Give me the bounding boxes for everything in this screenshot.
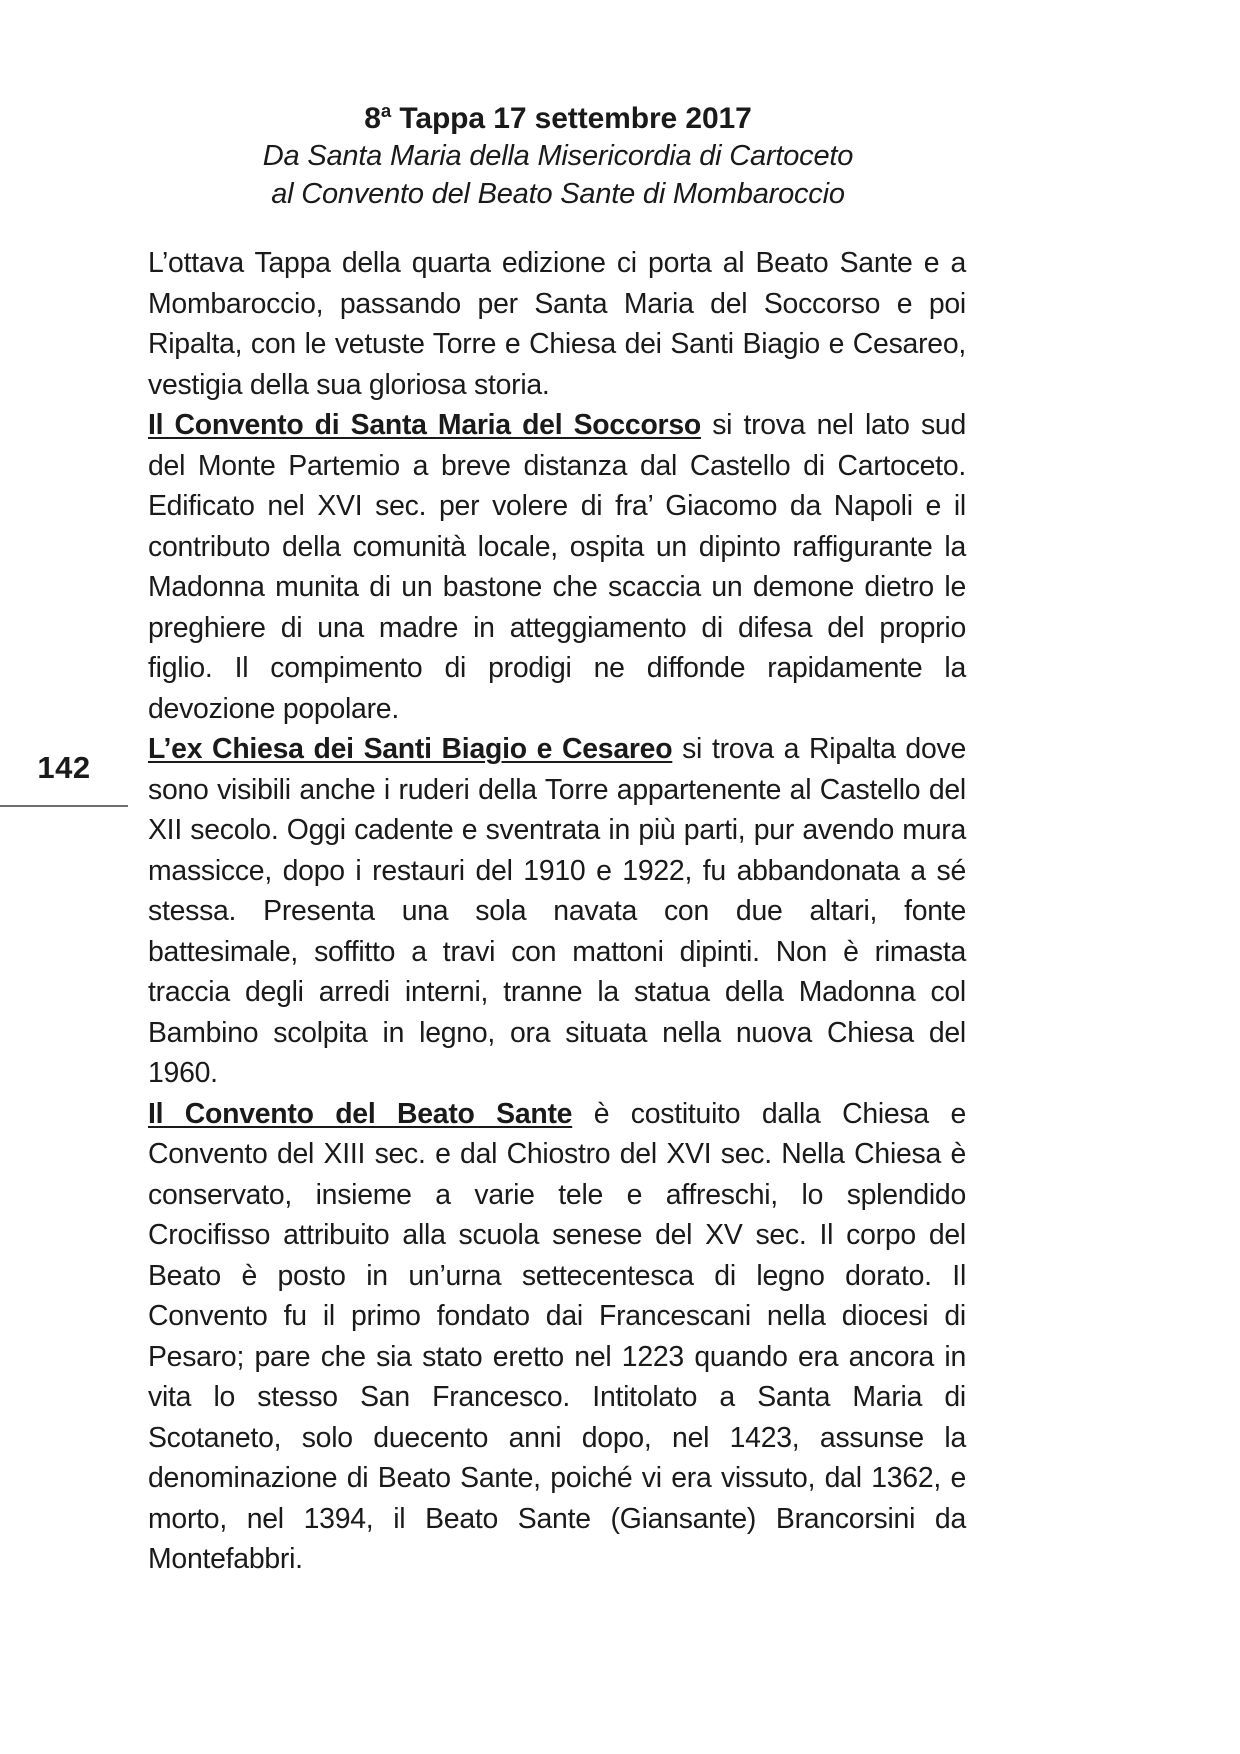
- page-subtitle-line-1: Da Santa Maria della Misericordia di Cartoceto: [262, 140, 854, 173]
- section-heading-beato-sante: Il Convento del Beato Sante: [148, 1097, 573, 1130]
- section-body-soccorso: si trova nel lato sud del Monte Partemio a breve distanza dal Castello di Cartoceto. Edificato nel XVI sec. per volere di fra’ Giacomo da Napoli e il contributo della comunità locale, ospita un dipinto raffigurante la Madonna munita di un bastone che scaccia un demone dietro le preghiere di una madre in atteggiamento di difesa del proprio figlio. Il compimento di prodigi ne diffonde rapidamente la devozione popolare.: [148, 409, 966, 725]
- page-title-block: [148, 100, 968, 214]
- body-text-column: [148, 243, 966, 1580]
- page-subtitle-line-2: al Convento del Beato Sante di Mombaroccio: [271, 178, 845, 211]
- stage-number: 8: [364, 102, 381, 135]
- paragraph-section-2: [148, 729, 966, 1094]
- page-number: 142: [37, 750, 91, 785]
- stage-title-rest: Tappa 17 settembre 2017: [391, 102, 752, 135]
- section-heading-biagio-cesareo: L’ex Chiesa dei Santi Biagio e Cesareo: [148, 733, 673, 765]
- intro-text: L’ottava Tappa della quarta edizione ci porta al Beato Sante e a Mombaroccio, passando per Santa Maria del Soccorso e poi Ripalta, con le vetuste Torre e Chiesa dei Santi Biagio e Cesareo, vestigia della sua gloriosa storia.: [148, 247, 966, 401]
- section-body-beato-sante: è costituito dalla Chiesa e Convento del XIII sec. e dal Chiostro del XVI sec. Nella Chiesa è conservato, insieme a varie tele e affreschi, lo splendido Crocifisso attribuito alla scuola senese del XV sec. Il corpo del Beato è posto in un’urna settecentesca di legno dorato. Il Convento fu il primo fondato dai Francescani nella diocesi di Pesaro; pare che sia stato eretto nel 1223 quando era ancora in vita lo stesso San Francesco. Intitolato a Santa Maria di Scotaneto, solo duecento anni dopo, nel 1423, assunse la denominazione di Beato Sante, poiché vi era vissuto, dal 1362, e morto, nel 1394, il Beato Sante (Giansante) Brancorsini da Montefabbri.: [148, 1097, 966, 1575]
- section-heading-soccorso: Il Convento di Santa Maria del Soccorso: [148, 409, 701, 441]
- page-folio-block: [0, 752, 128, 807]
- section-body-biagio-cesareo: si trova a Ripalta dove sono visibili anche i ruderi della Torre appartenente al Castello del XII secolo. Oggi cadente e sventrata in più parti, pur avendo mura massicce, dopo i restauri del 1910 e 1922, fu abbandonata a sé stessa. Presenta una sola navata con due altari, fonte battesimale, soffitto a travi con mattoni dipinti. Non è rimasta traccia degli arredi interni, tranne la statua della Madonna col Bambino scolpita in legno, ora situata nella nuova Chiesa del 1960.: [148, 733, 966, 1089]
- paragraph-section-3: [148, 1094, 966, 1580]
- page-title: [148, 100, 968, 138]
- paragraph-section-1: [148, 405, 966, 729]
- paragraph-intro: [148, 243, 966, 405]
- folio-divider-rule: [0, 805, 128, 807]
- stage-ordinal-suffix: a: [380, 100, 392, 121]
